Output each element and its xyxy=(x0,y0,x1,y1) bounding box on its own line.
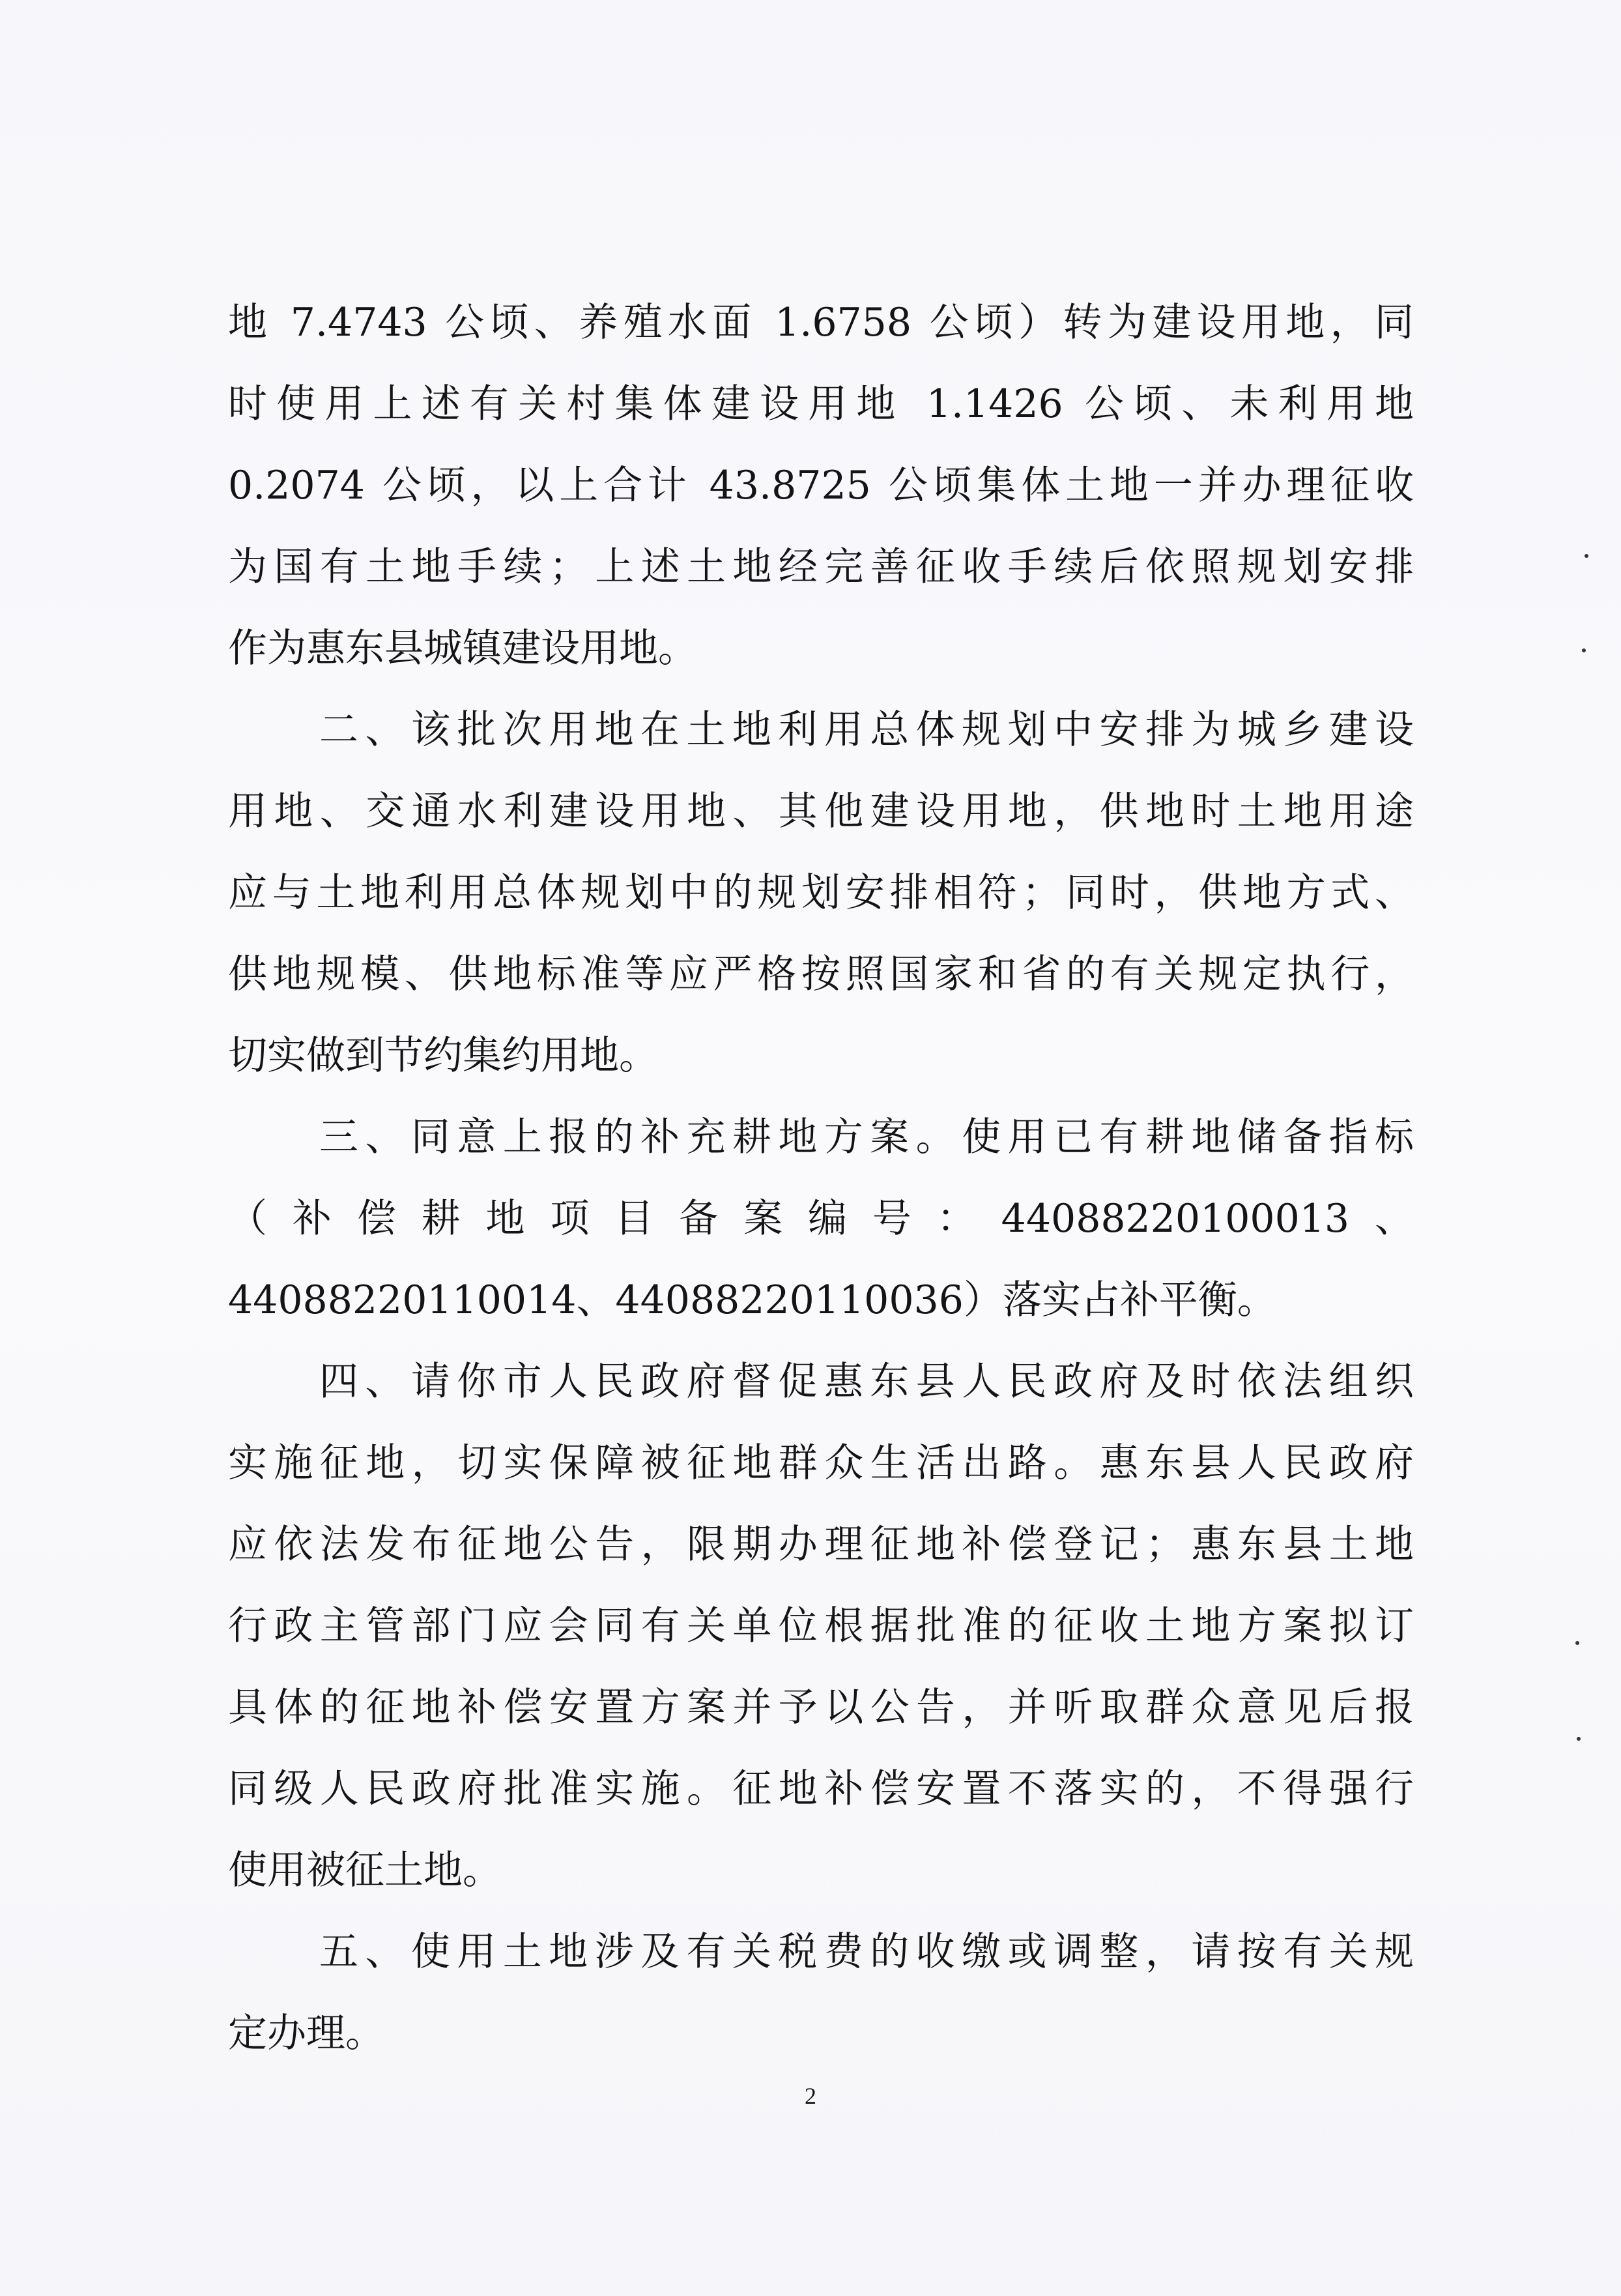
text-line: 使用被征土地。 xyxy=(228,1848,502,1893)
text-line: 0.2074 公顷，以上合计 43.8725 公顷集体土地一并办理征收 xyxy=(228,463,1414,508)
paragraph-start-line: 四、请你市人民政府督促惠东县人民政府及时依法组织 xyxy=(319,1359,1414,1404)
scan-speck xyxy=(1585,554,1588,558)
text-line: 作为惠东县城镇建设用地。 xyxy=(228,626,697,671)
text-line: 切实做到节约集约用地。 xyxy=(228,1033,658,1079)
text-line: 行政主管部门应会同有关单位根据批准的征收土地方案拟订 xyxy=(228,1603,1414,1649)
text-line: （补偿耕地项目备案编号：44088220100013、 xyxy=(228,1196,1414,1242)
text-line: 用地、交通水利建设用地、其他建设用地，供地时土地用途 xyxy=(228,789,1414,834)
text-line: 时使用上述有关村集体建设用地 1.1426 公顷、未利用地 xyxy=(228,381,1414,427)
text-line: 具体的征地补偿安置方案并予以公告，并听取群众意见后报 xyxy=(228,1685,1414,1730)
page-number: 2 xyxy=(805,2083,816,2109)
text-line: 定办理。 xyxy=(228,2011,384,2056)
scan-speck xyxy=(1577,1737,1581,1741)
text-line: 实施征地，切实保障被征地群众生活出路。惠东县人民政府 xyxy=(228,1440,1414,1486)
text-line: 供地规模、供地标准等应严格按照国家和省的有关规定执行， xyxy=(228,952,1414,997)
text-line: 应依法发布征地公告，限期办理征地补偿登记；惠东县土地 xyxy=(228,1522,1414,1567)
text-line: 同级人民政府批准实施。征地补偿安置不落实的，不得强行 xyxy=(228,1766,1414,1812)
text-line: 44088220110014、44088220110036）落实占补平衡。 xyxy=(228,1277,1276,1323)
paragraph-start-line: 五、使用土地涉及有关税费的收缴或调整，请按有关规 xyxy=(319,1929,1414,1975)
paragraph-start-line: 三、同意上报的补充耕地方案。使用已有耕地储备指标 xyxy=(319,1114,1414,1160)
scan-speck xyxy=(1582,648,1586,652)
text-line: 应与土地利用总体规划中的规划安排相符；同时，供地方式、 xyxy=(228,870,1414,916)
scan-speck xyxy=(1575,1641,1579,1645)
text-line: 地 7.4743 公顷、养殖水面 1.6758 公顷）转为建设用地，同 xyxy=(228,300,1414,345)
paragraph-start-line: 二、该批次用地在土地利用总体规划中安排为城乡建设 xyxy=(319,707,1414,753)
text-line: 为国有土地手续；上述土地经完善征收手续后依照规划安排 xyxy=(228,544,1414,590)
